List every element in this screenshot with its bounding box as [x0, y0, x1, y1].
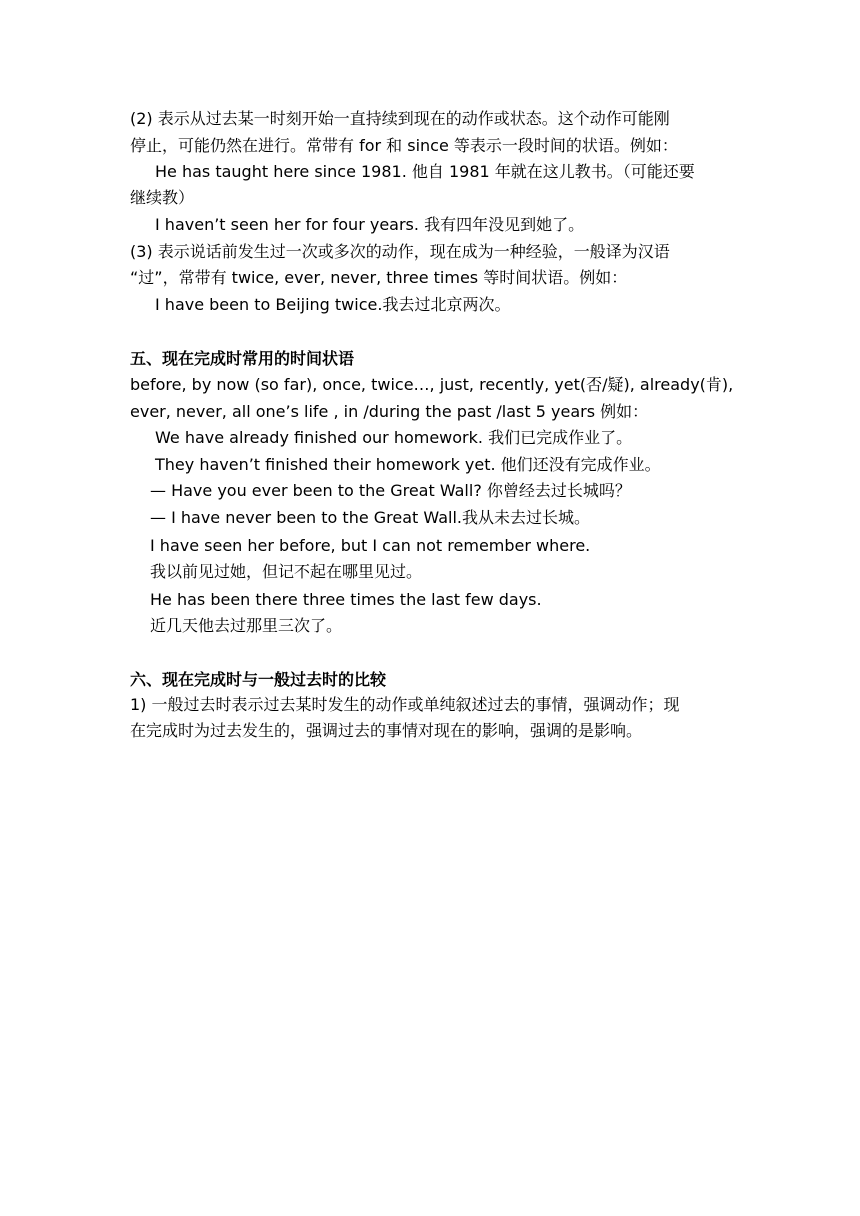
point2-line2: 停止，可能仍然在进行。常带有 for 和 since 等表示一段时间的状语。例如： — [130, 136, 678, 155]
point2-line1: (2) 表示从过去某一时刻开始一直持续到现在的动作或状态。这个动作可能刚 — [130, 109, 670, 128]
point2-example2: I haven’t seen her for four years. 我有四年没见到她了。 — [155, 215, 585, 234]
section-six-point1-line1: 1) 一般过去时表示过去某时发生的动作或单纯叙述过去的事情，强调动作；现 — [130, 695, 680, 714]
section-six-heading: 六、现在完成时与一般过去时的比较 — [130, 670, 387, 689]
section-five-heading: 五、现在完成时常用的时间状语 — [130, 349, 355, 368]
adverbials-line2: ever, never, all one’s life , in /during the past /last 5 years 例如： — [130, 402, 649, 421]
example-line: He has been there three times the last few days. — [150, 590, 542, 609]
point2-example1-line1: He has taught here since 1981. 他自 1981 年就在这儿教书。（可能还要 — [155, 162, 695, 181]
adverbials-line1: before, by now (so far), once, twice…, just, recently, yet(否/疑), already(肯), — [130, 375, 734, 394]
point3-line1: (3) 表示说话前发生过一次或多次的动作，现在成为一种经验，一般译为汉语 — [130, 242, 670, 261]
example-translation: 我以前见过她，但记不起在哪里见过。 — [150, 562, 423, 581]
example-line: — Have you ever been to the Great Wall? 你曾经去过长城吗？ — [150, 481, 631, 500]
example-translation: 近几天他去过那里三次了。 — [150, 616, 343, 635]
example-line: — I have never been to the Great Wall.我从未去过长城。 — [150, 508, 590, 527]
point2-example1-line2: 继续教） — [130, 188, 195, 207]
point3-example: I have been to Beijing twice.我去过北京两次。 — [155, 295, 511, 314]
example-line: I have seen her before, but I can not remember where. — [150, 536, 591, 555]
section-six-point1-line2: 在完成时为过去发生的，强调过去的事情对现在的影响，强调的是影响。 — [130, 721, 643, 740]
example-line: We have already finished our homework. 我们已完成作业了。 — [155, 428, 633, 447]
point3-line2: “过”，常带有 twice, ever, never, three times 等时间状语。例如： — [130, 268, 628, 287]
example-line: They haven’t finished their homework yet. 他们还没有完成作业。 — [155, 455, 661, 474]
